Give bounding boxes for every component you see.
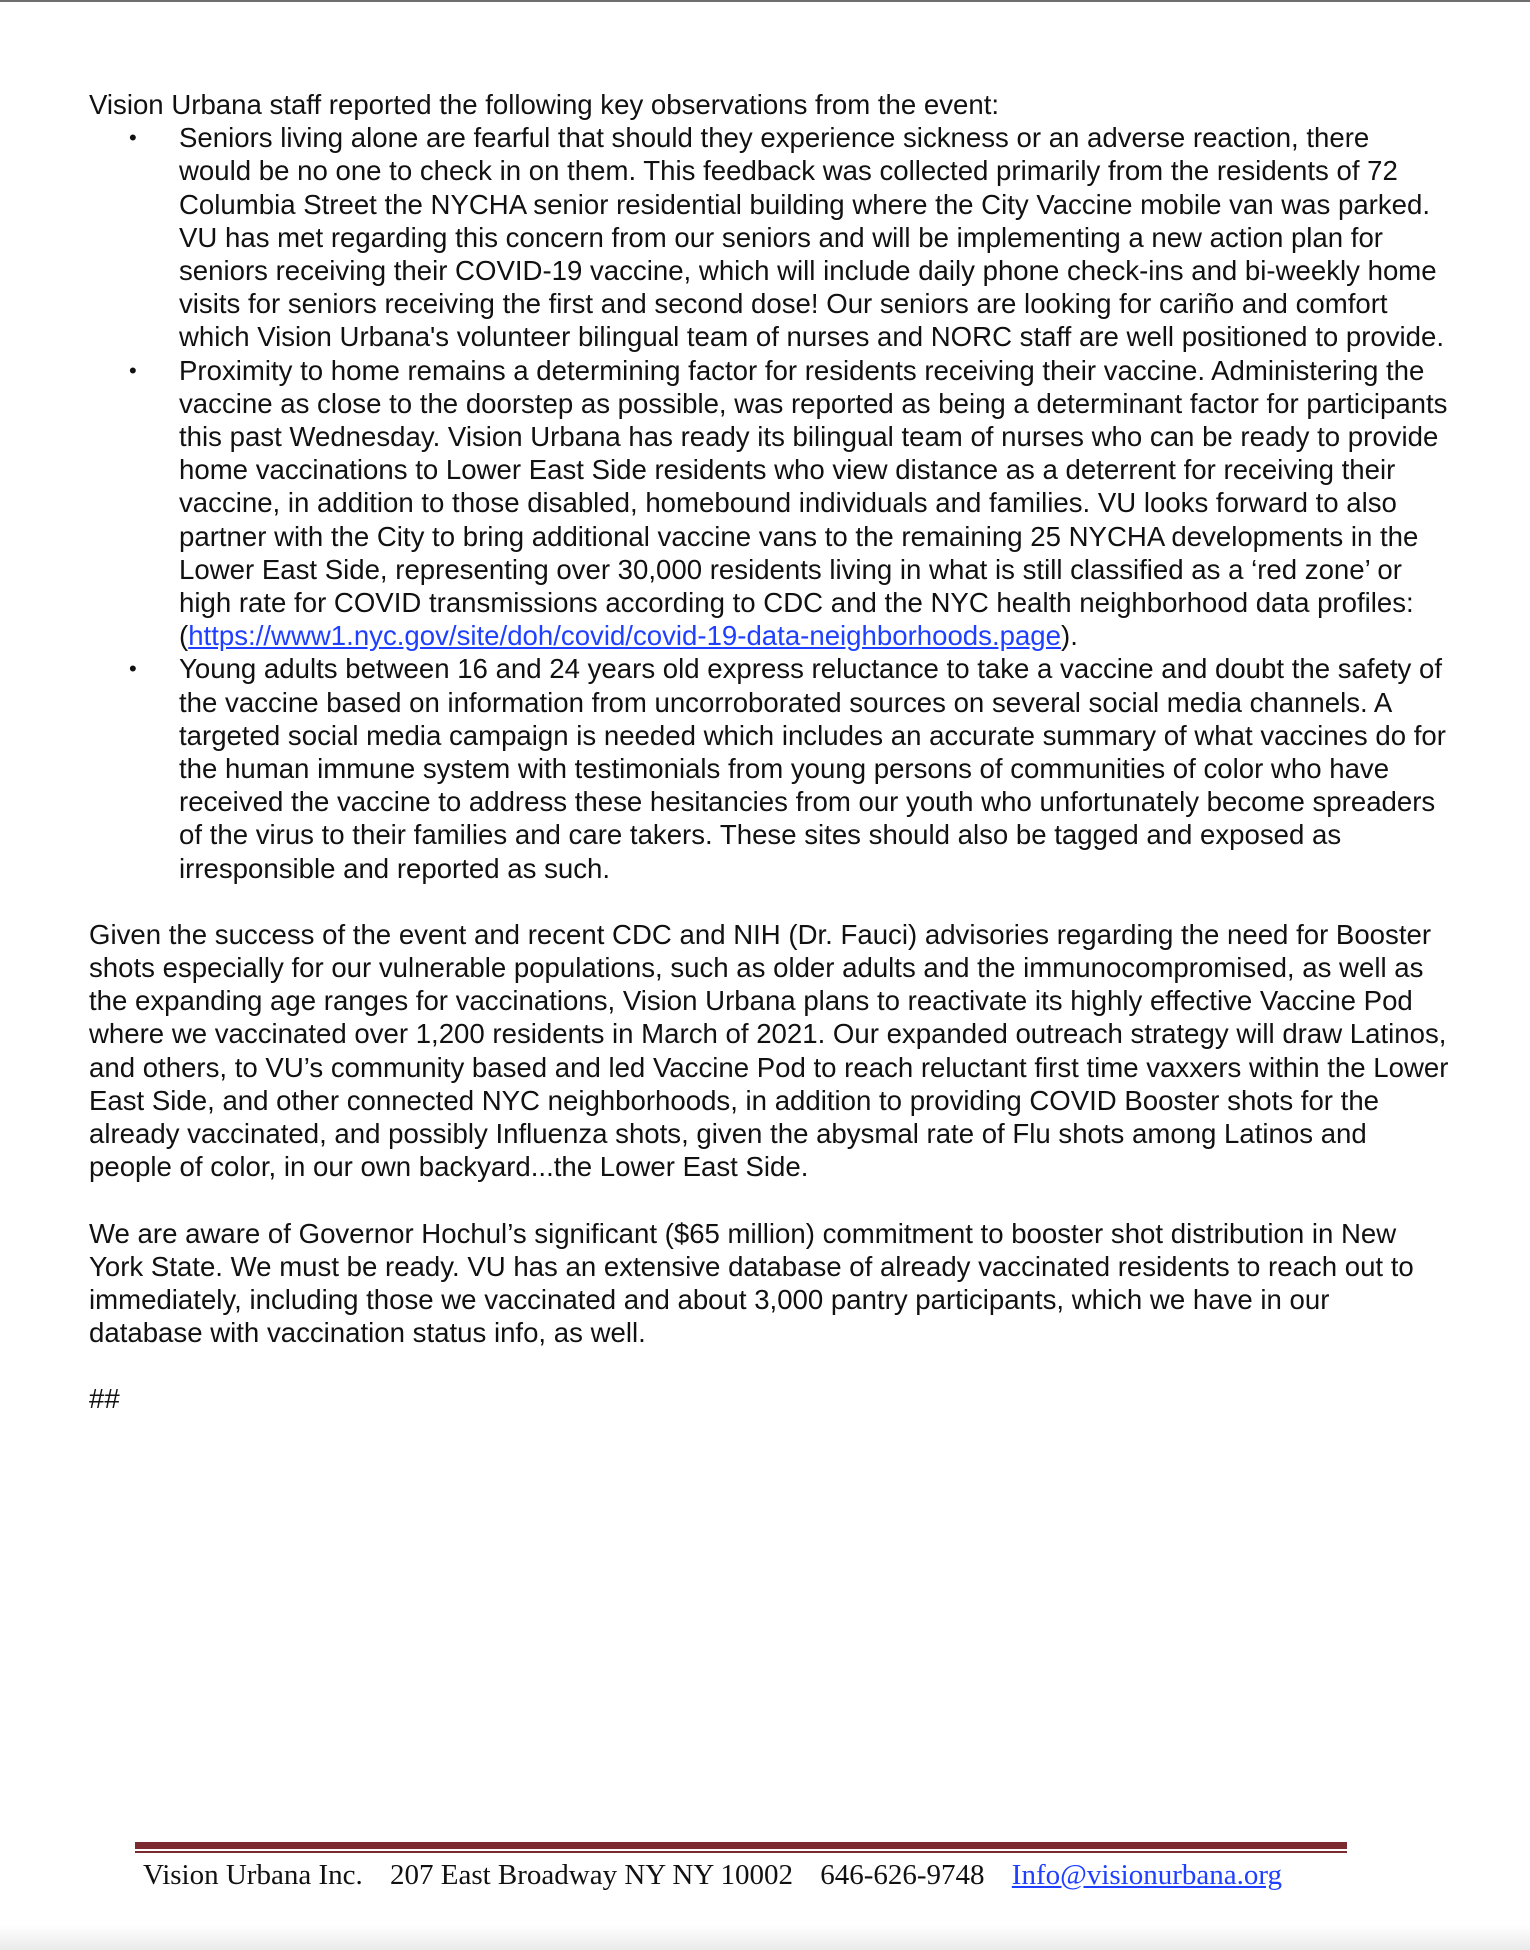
document-body (89, 88, 1449, 1416)
booster-paragraph: Given the success of the event and recent CDC and NIH (Dr. Fauci) advisories regarding the need for Booster shots especially for our vulnerable populations, such as older adults and the immunocompromised, as well as the expanding age ranges for vaccinations, Vision Urbana plans to reactivate its highly effective Vaccine Pod where we vaccinated over 1,200 residents in March of 2021. Our expanded outreach strategy will draw Latinos, and others, to VU’s community based and led Vaccine Pod to reach reluctant first time vaxxers within the Lower East Side, and other connected NYC neighborhoods, in addition to providing COVID Booster shots for the already vaccinated, and possibly Influenza shots, given the abysmal rate of Flu shots among Latinos and people of color, in our own backyard...the Lower East Side. (89, 918, 1449, 1183)
footer-divider-thin (135, 1851, 1347, 1853)
footer-divider-thick (135, 1842, 1347, 1849)
page-footer (143, 1855, 1393, 1895)
list-item (129, 121, 1449, 353)
governor-paragraph: We are aware of Governor Hochul’s significant ($65 million) commitment to booster shot distribution in New York State. We must be ready. VU has an extensive database of already vaccinated residents to reach out to immediately, including those we vaccinated and about 3,000 pantry participants, which we have in our database with vaccination status info, as well. (89, 1217, 1414, 1349)
bullet-icon: • (129, 656, 137, 682)
footer-address: 207 East Broadway NY NY 10002 (389, 1859, 793, 1891)
list-item (129, 354, 1449, 653)
observation-text: Proximity to home remains a determining factor for residents receiving their vaccine. Administering the vaccine as close to the doorstep as possible, was reported as being a determinant factor for participants this past Wednesday. Vision Urbana has ready its bilingual team of nurses who can be ready to provide home vaccinations to Lower East Side residents who view distance as a deterrent for receiving their vaccine, in addition to those disabled, homebound individuals and families. VU looks forward to also partner with the City to bring additional vaccine vans to the remaining 25 NYCHA developments in the Lower East Side, representing over 30,000 residents living in what is still classified as a ‘red zone’ or high rate for COVID transmissions according to CDC and the NYC health neighborhood data profiles: ( (179, 354, 1448, 652)
footer-org: Vision Urbana Inc. (143, 1859, 363, 1891)
page-top-border (0, 0, 1530, 2)
nyc-data-link[interactable]: https://www1.nyc.gov/site/doh/covid/covid-19-data-neighborhoods.page (188, 620, 1061, 652)
page-bottom-shadow (0, 1925, 1530, 1950)
list-item (129, 652, 1449, 884)
bullet-icon: • (129, 125, 137, 151)
observations-list (89, 121, 1449, 885)
footer-email-link[interactable]: Info@visionurbana.org (1011, 1859, 1283, 1891)
bullet-icon: • (129, 357, 137, 383)
intro-line: Vision Urbana staff reported the following key observations from the event: (89, 89, 1000, 120)
footer-phone: 646-626-9748 (820, 1859, 985, 1891)
end-mark: ## (89, 1383, 120, 1415)
link-closing: ). (1061, 620, 1078, 652)
observation-text: Seniors living alone are fearful that should they experience sickness or an adverse reaction, there would be no one to check in on them. This feedback was collected primarily from the residents of 72 Columbia Street the NYCHA senior residential building where the City Vaccine mobile van was parked. VU has met regarding this concern from our seniors and will be implementing a new action plan for seniors receiving their COVID-19 vaccine, which will include daily phone check-ins and bi-weekly home visits for seniors receiving the first and second dose! Our seniors are looking for cariño and comfort which Vision Urbana's volunteer bilingual team of nurses and NORC staff are well positioned to provide. (179, 122, 1445, 353)
observation-text: Young adults between 16 and 24 years old express reluctance to take a vaccine and doubt the safety of the vaccine based on information from uncorroborated sources on several social media channels. A targeted social media campaign is needed which includes an accurate summary of what vaccines do for the human immune system with testimonials from young persons of communities of color who have received the vaccine to address these hesitancies from our youth who unfortunately become spreaders of the virus to their families and care takers. These sites should also be tagged and exposed as irresponsible and reported as such. (179, 653, 1446, 884)
